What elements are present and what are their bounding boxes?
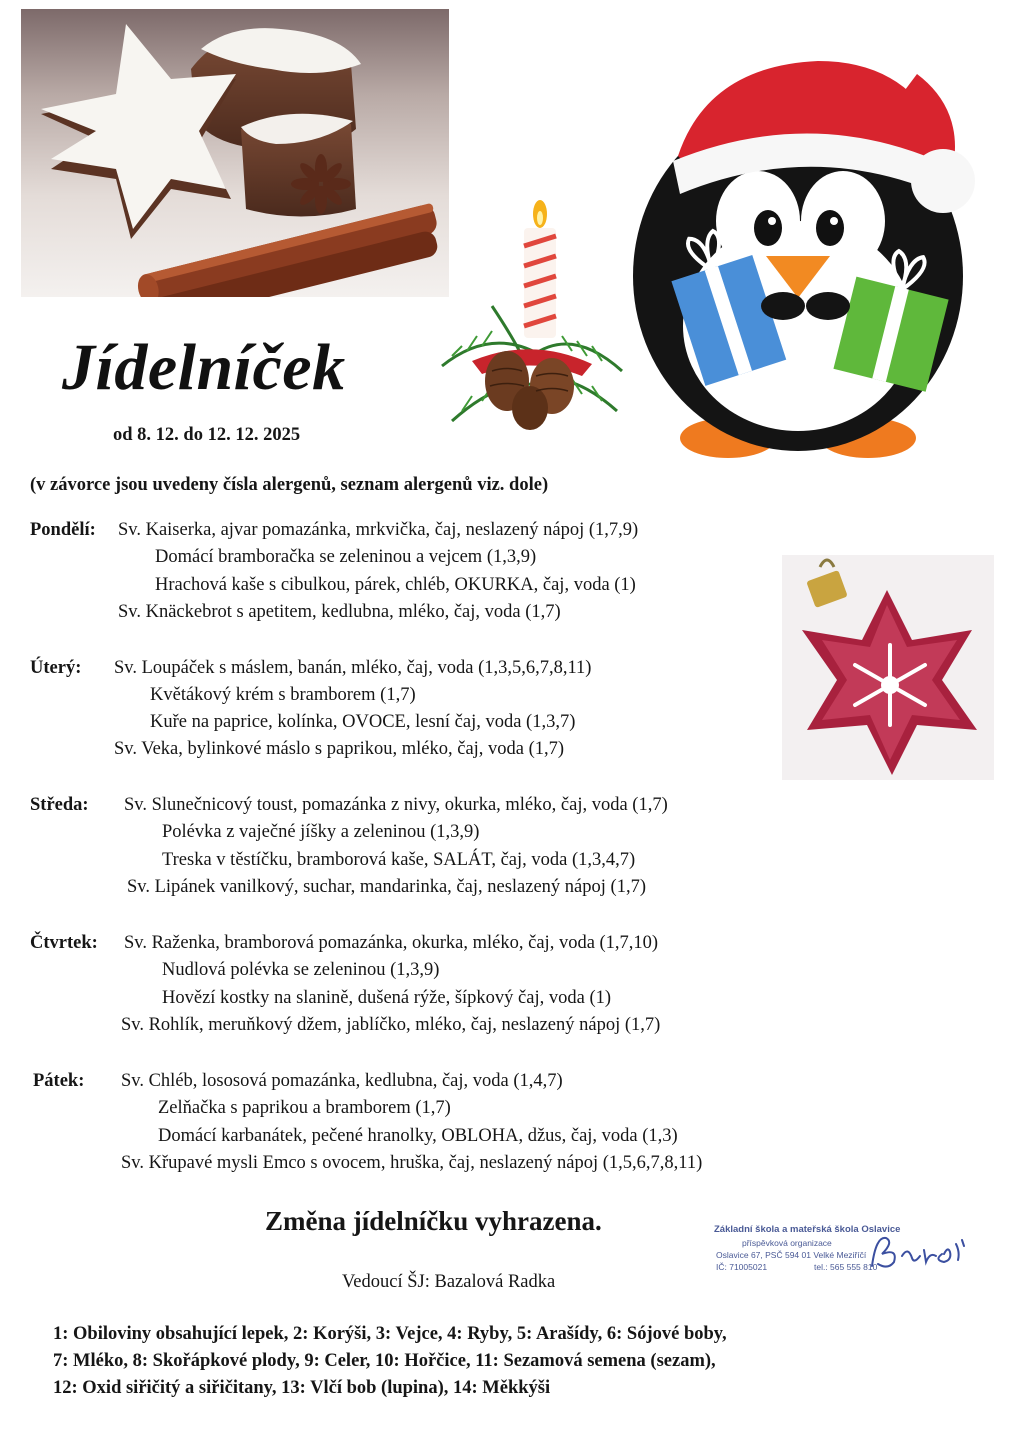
menu-line: Treska v těstíčku, bramborová kaše, SALÁT, čaj, voda (1,3,4,7) [162,850,636,870]
allergen-legend-line: 12: Oxid siřičitý a siřičitany, 13: Vlčí bob (lupina), 14: Měkkýši [53,1378,551,1398]
page-title: Jídelníček [62,331,346,404]
day-name: Pátek: [33,1071,85,1091]
menu-line: Polévka z vaječné jíšky a zeleninou (1,3,9) [162,822,480,842]
stamp-line: Oslavice 67, PSČ 594 01 Velké Meziříčí [716,1250,867,1260]
menu-line: Domácí karbanátek, pečené hranolky, OBLOHA, džus, čaj, voda (1,3) [158,1126,678,1146]
menu-line: Sv. Loupáček s máslem, banán, mléko, čaj, voda (1,3,5,6,7,8,11) [114,658,592,678]
menu-line: Hrachová kaše s cibulkou, párek, chléb, OKURKA, čaj, voda (1) [155,575,636,595]
penguin-illustration [618,6,998,471]
day-name: Středa: [30,795,89,815]
menu-line: Nudlová polévka se zeleninou (1,3,9) [162,960,440,980]
menu-line: Domácí bramboračka se zeleninou a vejcem (1,3,9) [155,547,537,567]
menu-line: Kuře na paprice, kolínka, OVOCE, lesní čaj, voda (1,3,7) [150,712,576,732]
day-name: Pondělí: [30,520,96,540]
stamp-line: příspěvková organizace [742,1238,832,1248]
menu-line: Sv. Křupavé mysli Emco s ovocem, hruška, čaj, neslazený nápoj (1,5,6,7,8,11) [121,1153,703,1173]
menu-line: Sv. Lipánek vanilkový, suchar, mandarinka, čaj, neslazený nápoj (1,7) [127,877,646,897]
menu-line: Sv. Chléb, lososová pomazánka, kedlubna, čaj, voda (1,4,7) [121,1071,563,1091]
menu-line: Zelňačka s paprikou a bramborem (1,7) [158,1098,451,1118]
menu-line: Hovězí kostky na slanině, dušená rýže, šípkový čaj, voda (1) [162,988,612,1008]
menu-line: Květákový krém s bramborem (1,7) [150,685,416,705]
handwritten-signature [864,1226,974,1276]
menu-line: Sv. Knäckebrot s apetitem, kedlubna, mléko, čaj, voda (1,7) [118,602,561,622]
allergen-legend-line: 1: Obiloviny obsahující lepek, 2: Korýši, 3: Vejce, 4: Ryby, 5: Arašídy, 6: Sójové boby, [53,1324,727,1344]
allergen-legend-line: 7: Mléko, 8: Skořápkové plody, 9: Celer, 10: Hořčice, 11: Sezamová semena (sezam), [53,1351,716,1371]
stamp-line: tel.: 565 555 810 [814,1262,878,1272]
day-name: Čtvrtek: [30,933,98,953]
cinnamon-stars-photo [21,9,449,297]
allergen-note: (v závorce jsou uvedeny čísla alergenů, seznam alergenů viz. dole) [30,475,549,495]
school-stamp [714,1222,976,1282]
menu-line: Sv. Rohlík, meruňkový džem, jablíčko, mléko, čaj, neslazený nápoj (1,7) [121,1015,661,1035]
menu-change-notice: Změna jídelníčku vyhrazena. [265,1206,602,1236]
menu-line: Sv. Veka, bylinkové máslo s paprikou, mléko, čaj, voda (1,7) [114,739,565,759]
menu-line: Sv. Raženka, bramborová pomazánka, okurka, mléko, čaj, voda (1,7,10) [124,933,659,953]
menu-line: Sv. Slunečnicový toust, pomazánka z nivy, okurka, mléko, čaj, voda (1,7) [124,795,668,815]
canteen-manager: Vedoucí ŠJ: Bazalová Radka [342,1272,556,1292]
date-range: od 8. 12. do 12. 12. 2025 [113,425,301,445]
menu-line: Sv. Kaiserka, ajvar pomazánka, mrkvička, čaj, neslazený nápoj (1,7,9) [118,520,639,540]
day-name: Úterý: [30,658,82,678]
stamp-line: IČ: 71005021 [716,1262,768,1272]
stamp-line: Základní škola a mateřská škola Oslavice [714,1224,901,1235]
star-ornament-photo [782,555,994,780]
candle-wreath-illustration [432,196,632,446]
